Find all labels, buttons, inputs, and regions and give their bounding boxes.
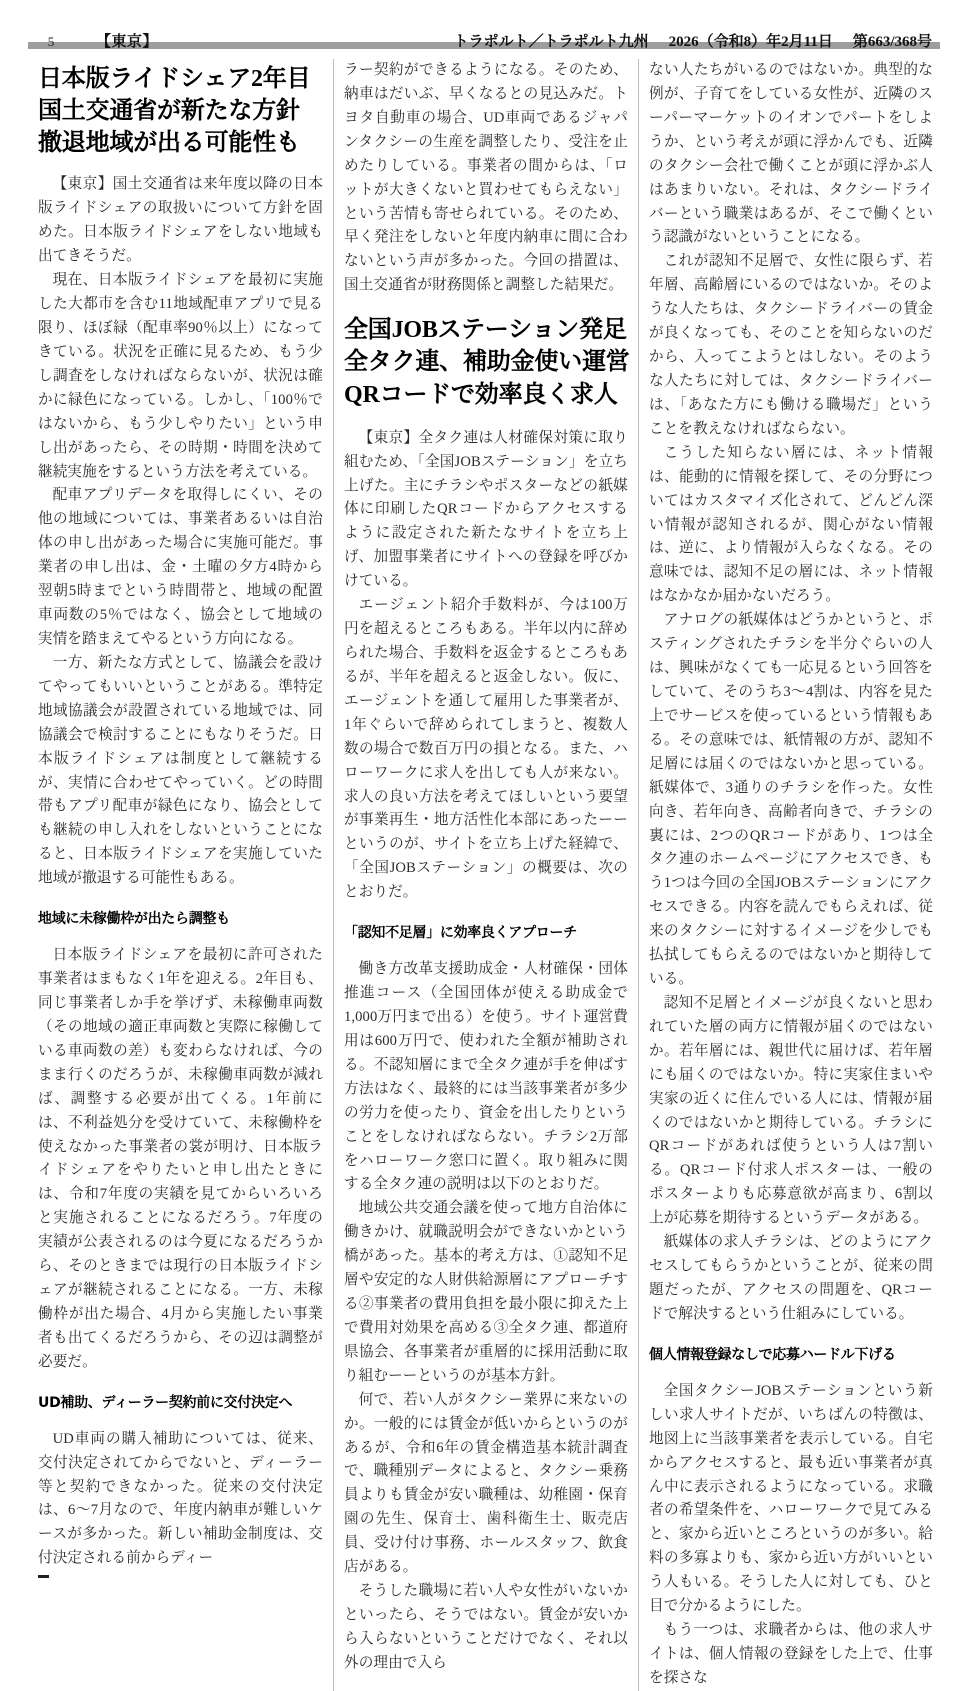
paragraph: UD車両の購入補助については、従来、交付決定されてからでないと、ディーラー等と契約できなかった。従来の交付決定は、6〜7月なので、年度内納車が難しいケースが多かった。新しい補助金制度は、交付決定される前からディー (38, 1430, 323, 1567)
paragraph: アナログの紙媒体はどうかというと、ポスティングされたチラシを半分ぐらいの人は、興味がなくても一応見るという回答をしていて、そのうち3〜4割は、内容を見た上でサービスを使っているという情報もある。その意味では、紙情報の方が、認知不足層には届くのではないかと思っている。紙媒体で、3通りのチラシを作った。女性向き、若年向き、高齢者向きで、チラシの裏には、2つのQRコードがあり、1つは全タク連のホームページにアクセスでき、もう1つは今回の全国JOBステーションにアクセスできる。内容を読んでもらえれば、従来のタクシーに対するイメージを少しでも払拭してもらえるのではないかと期待している。 (649, 612, 933, 988)
paragraph: 何で、若い人がタクシー業界に来ないのか。一般的には賃金が低いからというのがあるが、令和6年の賃金構造基本統計調査で、職種別データによると、タクシー乗務員よりも賃金が安い職種は、幼稚園・保育園の先生、保育士、歯科衛生士、販売店員、受け付け事務、ホールスタッフ、飲食店がある。 (344, 1391, 628, 1576)
subheading-area-adjustment: 地域に未稼働枠が出たら調整も (38, 911, 230, 928)
paragraph: これが認知不足層で、女性に限らず、若年層、高齢層にいるのではないか。そのような人たちは、タクシードライバーの賃金が良くなっても、そのことを知らないのだから、入ってこようとはしない。そのような人たちに対しては、タクシードライバーは、「あなた方にも働ける職場だ」ということを教えなければならない。 (649, 253, 933, 437)
main-headline-line-1: 日本版ライドシェア2年目 (38, 66, 311, 92)
second-headline-line-1: 全国JOBステーション発足 (344, 317, 627, 344)
article-columns (0, 49, 968, 1691)
issue-number: 第663/368号 (852, 34, 932, 50)
subheading-ud-subsidy: UD補助、ディーラー契約前に交付決定へ (38, 1394, 293, 1411)
masthead-place-tag: 【東京】 (96, 34, 159, 50)
page-folio-number: 5 (47, 34, 55, 49)
paragraph: エージェント紹介手数料が、今は100万円を超えるところもある。半年以内に辞められた場合、手数料を返金するところもあるが、半年を超えると返金しない。仮に、エージェントを通して雇用した事業者が、1年ぐらいで辞められてしまうと、複数人数の場合で数百万円の損となる。また、ハローワークに求人を出しても人が来ない。求人の良い方法を考えてほしいという要望が事業再生・地方活性化本部にあったーーというのが、サイトを立ち上げた経緯で、「全国JOBステーション」の概要は、次のとおりだ。 (344, 597, 628, 901)
masthead (0, 0, 968, 50)
paragraph: 配車アプリデータを取得しにくい、その他の地域については、事業者あるいは自治体の申し出があった場合に実施可能だ。事業者の申し出は、金・土曜の夕方4時から翌朝5時までという時間帯と、地域の配置車両数の5％ではなく、協会として地域の実情を踏まえてやるという方向になる。 (38, 487, 323, 647)
paragraph: 日本版ライドシェアを最初に許可された事業者はまもなく1年を迎える。2年目も、同じ事業者しか手を挙げず、未稼働車両数（その地域の適正車両数と実際に稼働している車両数の差）も変わらなければ、今のまま行くのだろうが、未稼働車両数が減れば、調整する必要が出てくる。1年前には、不利益処分を受けていて、未稼働枠を使えなかった事業者の裳が明け、日本版ライドシェアをやりたいと申し出たときには、令和7年度の実績を見てからいろいろと実施されることになるだろう。7年度の実績が公表されるのは今夏になるだろうから、そのときまでは現行の日本版ライドシェアが継続されることになる。一方、未稼働枠が出た場合、4月から実施したい事業者も出てくるだろうから、その辺は調整が必要だ。 (38, 947, 323, 1370)
paragraph: 【東京】国土交通省は来年度以降の日本版ライドシェアの取扱いについて方針を固めた。日本版ライドシェアをしない地域も出てきそうだ。 (38, 176, 323, 265)
subheading-no-personal-info: 個人情報登録なしで応募ハードル下げる (649, 1346, 896, 1363)
paragraph: こうした知らない層には、ネット情報は、能動的に情報を探して、その分野についてはカスタマイズ化されて、どんどん深い情報が認知されるが、関心がない情報は、逆に、より情報が入らなくなる。その意味では、認知不足の層には、ネット情報はなかなか届かないだろう。 (649, 444, 933, 605)
paragraph: 現在、日本版ライドシェアを最初に実施した大都市を含む11地域配車アプリで見る限り、ほぼ緑（配車率90％以上）になってきている。状況を正確に見るため、もう少し調査をしなければならないが、状況は確かに緑色になっている。しかし、「100％ではないから、もう少しやりたい」という申し出があったら、その時期・時間を決めて継続実施をするという方法を考えている。 (38, 272, 323, 480)
paragraph: ない人たちがいるのではないか。典型的な例が、子育てをしている女性が、近隣のスーパーマーケットのイオンでパートをしようか、という考えが頭に浮かんでも、近隣のタクシー会社で働くことが頭に浮かぶ人はあまりいない。それは、タクシードライバーという職業はあるが、そこで働くという認識がないということになる。 (649, 62, 933, 246)
paragraph: 働き方改革支援助成金・人材確保・団体推進コース（全国団体が使える助成金で1,000万円まで出る）を使う。サイト運営費用は600万円で、使われた全額が補助される。不認知層にまで全タク連が手を伸ばす方法はなく、最終的には当該事業者が多少の労力を使ったり、資金を出したりということをしなければならない。チラシ2万部をハローワーク窓口に置く。取り組みに関する全タク連の説明は以下のとおりだ。 (344, 961, 628, 1193)
column-3 (638, 59, 943, 1691)
second-headline-line-3: QRコードで効率良く求人 (344, 381, 618, 408)
main-headline-line-2: 国土交通省が新たな方針 (38, 98, 300, 125)
main-headline (38, 63, 323, 159)
column-1 (28, 59, 333, 1691)
second-headline (344, 314, 628, 410)
main-headline-line-3: 撤退地域が出る可能性も (38, 130, 300, 157)
paragraph: 【東京】全タク連は人材確保対策に取り組むため、「全国JOBステーション」を立ち上げた。主にチラシやポスターなどの紙媒体に印刷したQRコードからアクセスするように設定された新たなサイトを立ち上げ、加盟事業者にサイトへの登録を呼びかけている。 (344, 429, 628, 590)
paragraph: 地域公共交通会議を使って地方自治体に働きかけ、就職説明会ができないかという橋があった。基本的考え方は、①認知不足層や安定的な人財供給源層にアプローチする②事業者の費用負担を最小限に抑えた上で費用対効果を高める③全タク連、都道府県協会、各事業者が重層的に採用活動に取り組むーーというのが基本方針。 (344, 1200, 628, 1384)
paragraph: 認知不足層とイメージが良くないと思われていた層の両方に情報が届くのではないか。若年層には、親世代に届けば、若年層にも届くのではないか。特に実家住まいや実家の近くに住んでいる人には、情報が届くのではないかと期待している。チラシにQRコードがあれば使うという人は7割いる。QRコード付求人ポスターは、一般のポスターよりも応募意欲が高まり、6割以上が応募を期待するというデータがある。 (649, 994, 933, 1227)
masthead-issue-info (454, 30, 940, 51)
paragraph: 一方、新たな方式として、協議会を設けてやってもいいということがある。準特定地域協議会が設置されている地域では、同協議会で検討することにもなりそうだ。日本版ライドシェアは制度として継続するが、実情に合わせてやっていく。どの時間帯もアプリ配車が緑色になり、協会としても継続の申し入れをしないということになると、日本版ライドシェアを実施していた地域が撤退する可能性もある。 (38, 654, 323, 887)
second-headline-line-2: 全タク連、補助金使い運営 (344, 349, 630, 376)
column-break-dash (38, 1575, 49, 1578)
column-2 (333, 59, 638, 1691)
paragraph: 紙媒体の求人チラシは、どのようにアクセスしてもらうかということが、従来の問題だったが、アクセスの問題を、QRコードで解決するという仕組みにしている。 (649, 1234, 933, 1322)
issue-date: 2026（令和8）年2月11日 (668, 34, 833, 50)
paper-name: トラポルト／トラポルト九州 (453, 34, 649, 50)
subheading-awareness-gap: 「認知不足層」に効率良くアプローチ (344, 925, 577, 942)
paragraph: 全国タクシーJOBステーションという新しい求人サイトだが、いちばんの特徴は、地図上に当該事業者を表示している。自宅からアクセスすると、最も近い事業者が真ん中に表示されるようになっている。求職者の希望条件を、ハローワークで見てみると、家から近いところというのが多い。給料の多寡よりも、家から近い方がいいという人もいる。そうした人に対しても、ひと目で分かるようにした。 (649, 1382, 933, 1615)
paragraph: ラー契約ができるようになる。そのため、納車はだいぶ、早くなるとの見込みだ。トヨタ自動車の場合、UD車両であるジャパンタクシーの生産を調整したり、受注を止めたりしている。事業者の間からは、「ロットが大きくないと買わせてもらえない」という苦情も寄せられている。そのため、早く発注をしないと年度内納車に間に合わないという声が多かった。今回の措置は、国土交通省が財務関係と調整した結果だ。 (344, 62, 628, 294)
paragraph: そうした職場に若い人や女性がいないかといったら、そうではない。賃金が安いから入らないということだけでなく、それ以外の理由で入ら (344, 1583, 628, 1671)
paragraph: もう一つは、求職者からは、他の求人サイトは、個人情報の登録をした上で、仕事を探さな (649, 1622, 933, 1686)
